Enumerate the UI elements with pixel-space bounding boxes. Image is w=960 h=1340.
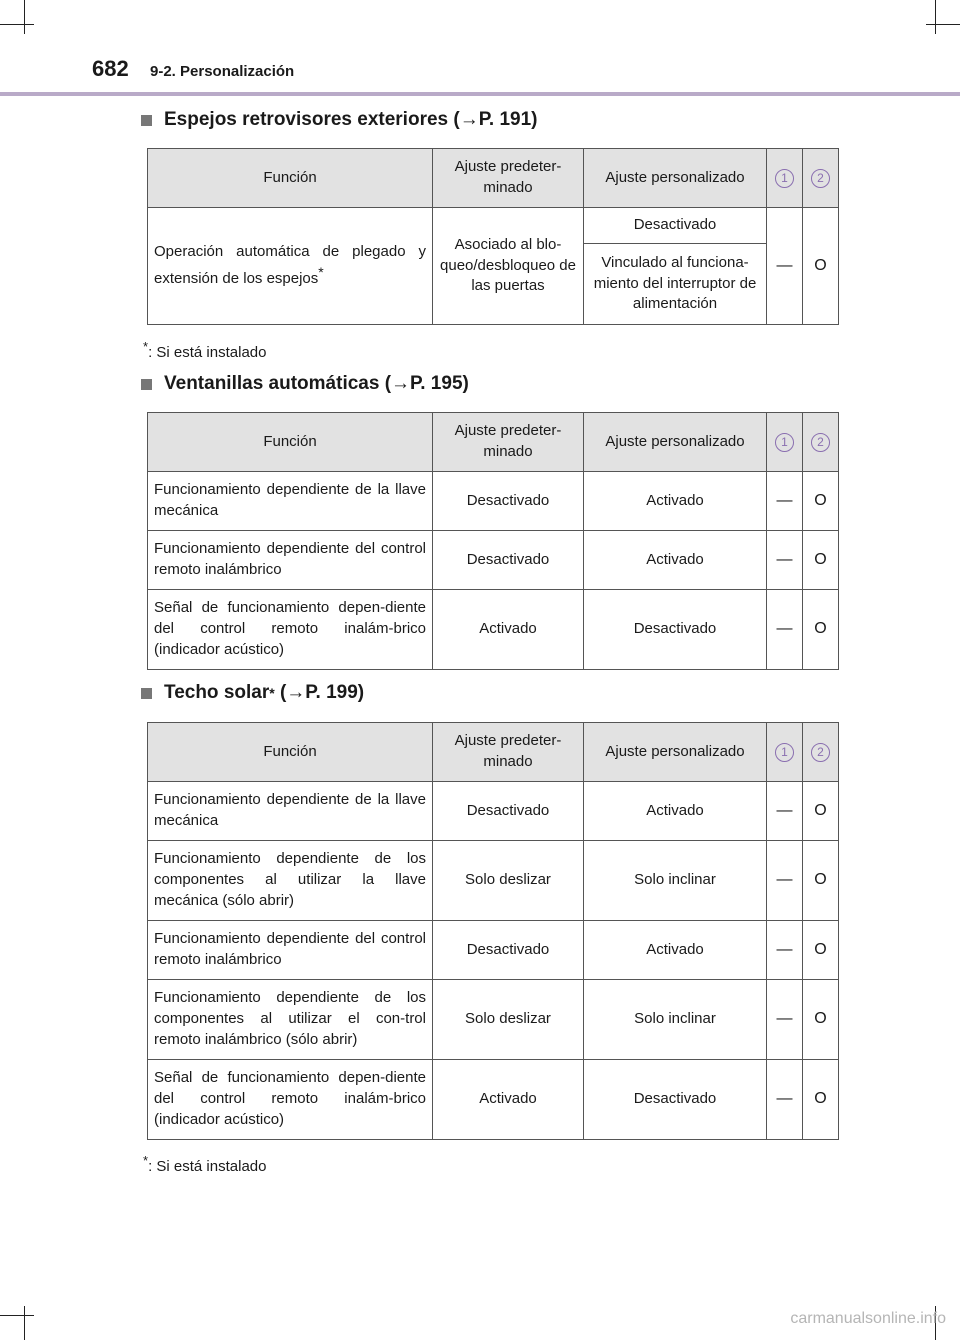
asterisk-icon: * xyxy=(318,264,324,280)
custom-cell: Activado xyxy=(584,531,767,590)
col-header-personalizado: Ajuste personalizado xyxy=(584,413,767,472)
col-header-predeterminado: Ajuste predeter-minado xyxy=(433,413,584,472)
mark-1-cell: — xyxy=(767,531,803,590)
mark-2-cell: O xyxy=(803,208,839,325)
default-cell: Desactivado xyxy=(433,782,584,841)
number-2-icon: 2 xyxy=(811,433,830,452)
mark-2-cell: O xyxy=(803,531,839,590)
custom-cell: Desactivado xyxy=(584,590,767,670)
col-header-1 xyxy=(767,413,803,472)
settings-table xyxy=(147,722,839,1140)
table-row xyxy=(148,472,839,531)
col-header-funcion: Función xyxy=(148,723,433,782)
square-bullet-icon xyxy=(141,688,152,699)
settings-table xyxy=(147,148,839,325)
crop-mark xyxy=(935,0,936,34)
footnote: *: Si está instalado xyxy=(143,1153,267,1175)
function-cell: Funcionamiento dependiente del control remoto inalámbrico xyxy=(148,921,433,980)
function-cell: Funcionamiento dependiente de la llave mecánica xyxy=(148,472,433,531)
function-cell: Funcionamiento dependiente de la llave mecánica xyxy=(148,782,433,841)
mark-1-cell: — xyxy=(767,782,803,841)
watermark: carmanualsonline.info xyxy=(790,1310,946,1327)
col-header-predeterminado: Ajuste predeter-minado xyxy=(433,723,584,782)
square-bullet-icon xyxy=(141,379,152,390)
section-heading xyxy=(141,373,469,395)
chapter-title: 9-2. Personalización xyxy=(150,63,295,80)
col-header-2 xyxy=(803,723,839,782)
table-row xyxy=(148,980,839,1060)
mark-1-cell: — xyxy=(767,1060,803,1140)
col-header-predeterminado: Ajuste predeter-minado xyxy=(433,149,584,208)
table-row xyxy=(148,1060,839,1140)
page-number: 682 xyxy=(92,56,129,81)
section-title: Techo solar xyxy=(164,682,270,703)
crop-mark xyxy=(926,24,960,25)
custom-cell: Solo inclinar xyxy=(584,980,767,1060)
default-cell: Asociado al blo-queo/desbloqueo de las puertas xyxy=(433,208,584,325)
col-header-funcion: Función xyxy=(148,149,433,208)
footnote: *: Si está instalado xyxy=(143,339,267,361)
settings-table xyxy=(147,412,839,670)
mark-2-cell: O xyxy=(803,590,839,670)
mark-2-cell: O xyxy=(803,841,839,921)
table-header-row xyxy=(148,413,839,472)
table-header-row xyxy=(148,723,839,782)
mark-1-cell: — xyxy=(767,472,803,531)
custom-cell: Vinculado al funciona-miento del interruptor de alimentación xyxy=(584,244,767,325)
section-title: Espejos retrovisores exteriores (→P. 191) xyxy=(164,109,538,130)
section-title-ref: (→P. 199) xyxy=(279,682,365,703)
function-cell: Funcionamiento dependiente de los componentes al utilizar la llave mecánica (sólo abrir) xyxy=(148,841,433,921)
default-cell: Desactivado xyxy=(433,472,584,531)
default-cell: Activado xyxy=(433,590,584,670)
number-1-icon: 1 xyxy=(775,743,794,762)
function-cell: Funcionamiento dependiente de los componentes al utilizar el con-trol remoto inalámbrico (sólo abrir) xyxy=(148,980,433,1060)
function-cell: Funcionamiento dependiente del control remoto inalámbrico xyxy=(148,531,433,590)
custom-cell: Activado xyxy=(584,782,767,841)
header-rule xyxy=(0,92,960,96)
col-header-funcion: Función xyxy=(148,413,433,472)
default-cell: Desactivado xyxy=(433,921,584,980)
custom-cell: Desactivado xyxy=(584,208,767,244)
asterisk-icon: * xyxy=(143,339,149,354)
custom-cell: Solo inclinar xyxy=(584,841,767,921)
col-header-1 xyxy=(767,723,803,782)
mark-2-cell: O xyxy=(803,980,839,1060)
mark-2-cell: O xyxy=(803,1060,839,1140)
asterisk-icon: * xyxy=(143,1153,149,1168)
col-header-personalizado: Ajuste personalizado xyxy=(584,723,767,782)
mark-2-cell: O xyxy=(803,472,839,531)
col-header-personalizado: Ajuste personalizado xyxy=(584,149,767,208)
mark-1-cell: — xyxy=(767,208,803,325)
mark-2-cell: O xyxy=(803,782,839,841)
function-cell: Señal de funcionamiento depen-diente del control remoto inalám-brico (indicador acústico) xyxy=(148,1060,433,1140)
table-header-row xyxy=(148,149,839,208)
default-cell: Solo deslizar xyxy=(433,980,584,1060)
custom-cell: Desactivado xyxy=(584,1060,767,1140)
section-heading xyxy=(141,109,538,131)
section-heading xyxy=(141,682,364,704)
default-cell: Activado xyxy=(433,1060,584,1140)
mark-1-cell: — xyxy=(767,980,803,1060)
number-1-icon: 1 xyxy=(775,169,794,188)
function-cell: Operación automática de plegado y extensión de los espejos* xyxy=(148,208,433,325)
mark-2-cell: O xyxy=(803,921,839,980)
table-row xyxy=(148,841,839,921)
table-row xyxy=(148,782,839,841)
col-header-1 xyxy=(767,149,803,208)
mark-1-cell: — xyxy=(767,841,803,921)
crop-mark xyxy=(24,1306,25,1340)
crop-mark xyxy=(0,24,34,25)
number-1-icon: 1 xyxy=(775,433,794,452)
table-row xyxy=(148,590,839,670)
table-row xyxy=(148,208,839,244)
default-cell: Desactivado xyxy=(433,531,584,590)
number-2-icon: 2 xyxy=(811,743,830,762)
default-cell: Solo deslizar xyxy=(433,841,584,921)
col-header-2 xyxy=(803,413,839,472)
section-title: Ventanillas automáticas (→P. 195) xyxy=(164,373,469,394)
custom-cell: Activado xyxy=(584,472,767,531)
mark-1-cell: — xyxy=(767,921,803,980)
table-row xyxy=(148,921,839,980)
custom-cell: Activado xyxy=(584,921,767,980)
crop-mark xyxy=(24,0,25,34)
asterisk-icon: * xyxy=(269,685,275,701)
function-cell: Señal de funcionamiento depen-diente del control remoto inalám-brico (indicador acústico) xyxy=(148,590,433,670)
col-header-2 xyxy=(803,149,839,208)
crop-mark xyxy=(0,1315,34,1316)
square-bullet-icon xyxy=(141,115,152,126)
mark-1-cell: — xyxy=(767,590,803,670)
table-row xyxy=(148,531,839,590)
number-2-icon: 2 xyxy=(811,169,830,188)
